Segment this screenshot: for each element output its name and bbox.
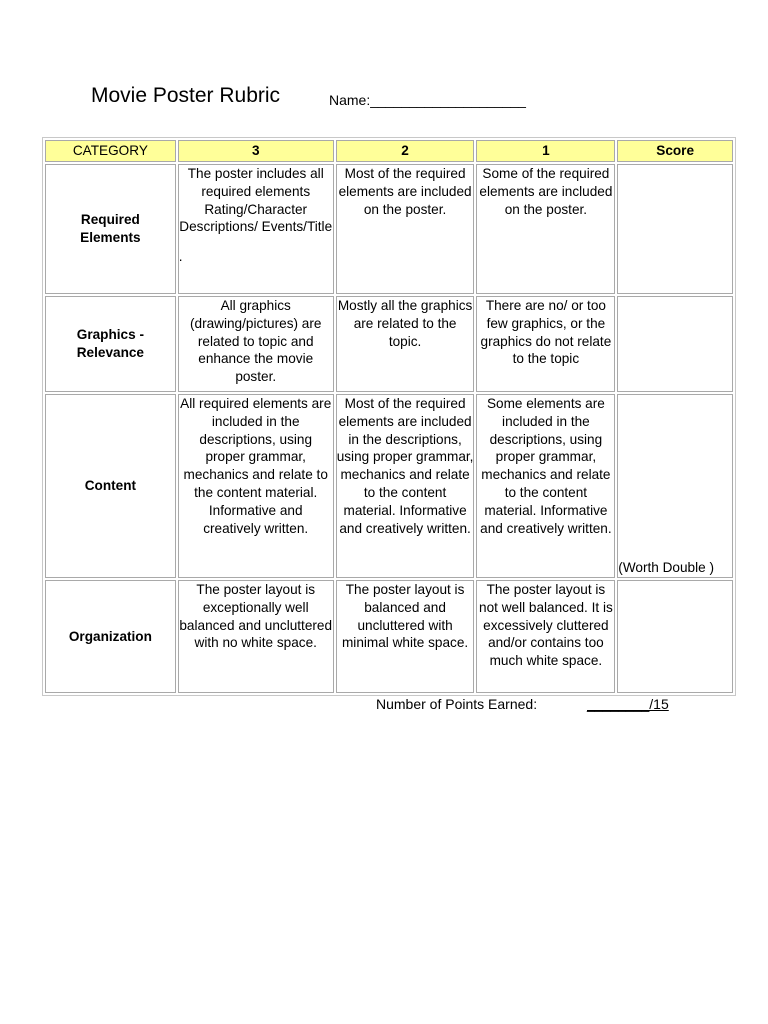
header-score: Score bbox=[617, 140, 733, 162]
level-3-text: The poster includes all required elements Rating/Character Descriptions/ Events/Title bbox=[179, 166, 333, 235]
page-title: Movie Poster Rubric bbox=[91, 84, 281, 107]
category-cell: Organization bbox=[45, 580, 176, 693]
level-3-cell: All required elements are included in the descriptions, using proper grammar, mechanics and relate to the content material. Informative and creatively written. bbox=[178, 394, 334, 578]
stray-mark: . bbox=[178, 249, 183, 265]
score-cell bbox=[617, 296, 733, 392]
score-cell bbox=[617, 580, 733, 693]
level-1-cell: Some elements are included in the descriptions, using proper grammar, mechanics and relate to the content material. Informative and creatively written. bbox=[476, 394, 615, 578]
category-cell: Content bbox=[45, 394, 176, 578]
table-row bbox=[45, 394, 733, 578]
points-total: ________/15 bbox=[587, 696, 669, 712]
table-header-row bbox=[45, 140, 733, 162]
level-3-cell: All graphics (drawing/pictures) are related to topic and enhance the movie poster. bbox=[178, 296, 334, 392]
score-cell bbox=[617, 164, 733, 294]
level-2-cell: Mostly all the graphics are related to the topic. bbox=[336, 296, 475, 392]
level-2-cell: Most of the required elements are included in the descriptions, using proper grammar, mechanics and relate to the content material. Informative and creatively written. bbox=[336, 394, 475, 578]
header-score-3: 3 bbox=[178, 140, 334, 162]
level-1-cell: Some of the required elements are included on the poster. bbox=[476, 164, 615, 294]
level-3-cell: The poster layout is exceptionally well balanced and uncluttered with no white space. bbox=[178, 580, 334, 693]
table-row bbox=[45, 296, 733, 392]
name-field-label: Name:____________________ bbox=[329, 92, 526, 108]
points-earned-label: Number of Points Earned: bbox=[376, 696, 538, 712]
category-label: Required Elements bbox=[80, 212, 141, 245]
header-score-1: 1 bbox=[476, 140, 615, 162]
table-row bbox=[45, 164, 733, 294]
score-cell: (Worth Double ) bbox=[617, 394, 733, 578]
level-3-cell bbox=[178, 164, 334, 294]
header-score-2: 2 bbox=[336, 140, 475, 162]
level-2-cell: Most of the required elements are included on the poster. bbox=[336, 164, 475, 294]
category-label: Graphics - Relevance bbox=[76, 327, 144, 360]
level-1-cell: The poster layout is not well balanced. It is excessively cluttered and/or contains too much white space. bbox=[476, 580, 615, 693]
level-1-cell: There are no/ or too few graphics, or the graphics do not relate to the topic bbox=[476, 296, 615, 392]
category-cell bbox=[45, 164, 176, 294]
rubric-table bbox=[42, 137, 736, 696]
category-cell bbox=[45, 296, 176, 392]
table-row bbox=[45, 580, 733, 693]
header-category: CATEGORY bbox=[45, 140, 176, 162]
level-2-cell: The poster layout is balanced and uncluttered with minimal white space. bbox=[336, 580, 475, 693]
